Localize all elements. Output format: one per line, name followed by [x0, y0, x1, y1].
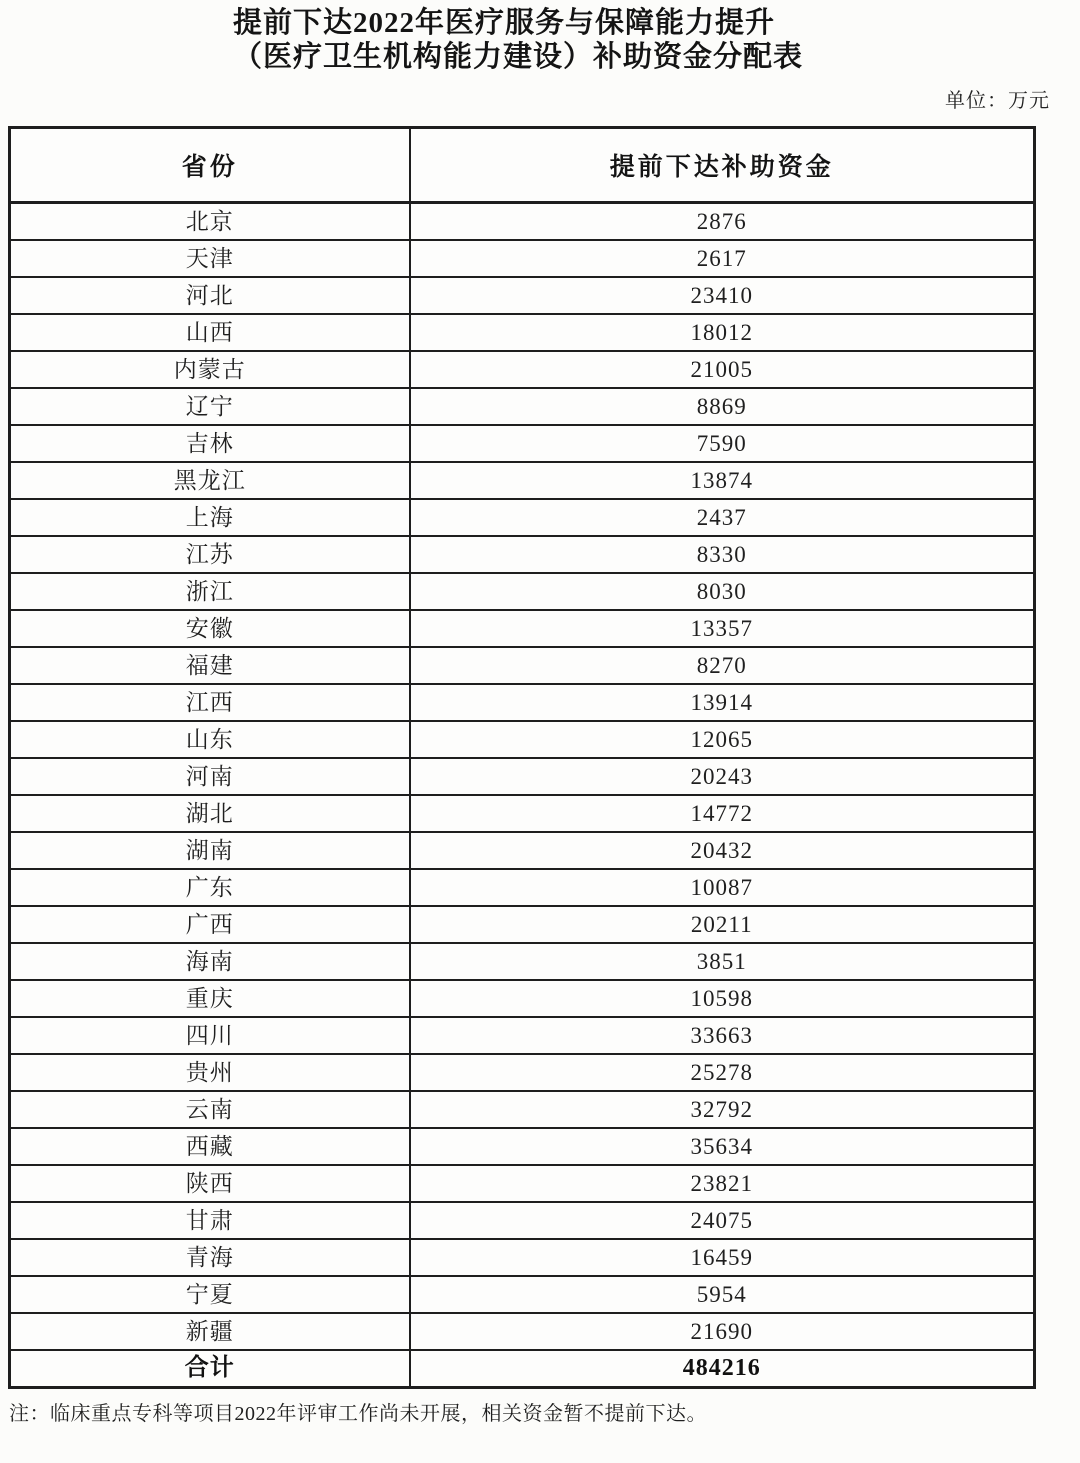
province-column-header: 省份	[10, 128, 410, 203]
table-row	[10, 1054, 1035, 1091]
table-row	[10, 1017, 1035, 1054]
unit-label: 单位：万元	[945, 90, 1050, 112]
amount-cell: 2617	[410, 240, 1035, 277]
table-row	[10, 536, 1035, 573]
amount-cell: 5954	[410, 1276, 1035, 1313]
amount-cell: 10087	[410, 869, 1035, 906]
amount-column-header: 提前下达补助资金	[410, 128, 1035, 203]
table-row	[10, 795, 1035, 832]
table-row	[10, 869, 1035, 906]
province-cell: 湖南	[10, 832, 410, 869]
table-row	[10, 240, 1035, 277]
province-cell: 甘肃	[10, 1202, 410, 1239]
amount-cell: 8270	[410, 647, 1035, 684]
province-cell: 贵州	[10, 1054, 410, 1091]
table-row	[10, 425, 1035, 462]
amount-cell: 33663	[410, 1017, 1035, 1054]
province-cell: 吉林	[10, 425, 410, 462]
province-cell: 上海	[10, 499, 410, 536]
province-cell: 海南	[10, 943, 410, 980]
amount-cell: 2437	[410, 499, 1035, 536]
amount-cell: 16459	[410, 1239, 1035, 1276]
amount-cell: 32792	[410, 1091, 1035, 1128]
table-row	[10, 573, 1035, 610]
total-label-cell: 合计	[10, 1350, 410, 1388]
amount-cell: 13357	[410, 610, 1035, 647]
province-cell: 新疆	[10, 1313, 410, 1350]
total-amount-cell: 484216	[410, 1350, 1035, 1388]
amount-cell: 13914	[410, 684, 1035, 721]
amount-cell: 13874	[410, 462, 1035, 499]
province-cell: 天津	[10, 240, 410, 277]
province-cell: 辽宁	[10, 388, 410, 425]
province-cell: 陕西	[10, 1165, 410, 1202]
province-cell: 福建	[10, 647, 410, 684]
province-cell: 江苏	[10, 536, 410, 573]
table-row	[10, 314, 1035, 351]
amount-cell: 8330	[410, 536, 1035, 573]
table-row	[10, 980, 1035, 1017]
province-cell: 四川	[10, 1017, 410, 1054]
table-row	[10, 610, 1035, 647]
province-cell: 河北	[10, 277, 410, 314]
table-row	[10, 1128, 1035, 1165]
table-row	[10, 906, 1035, 943]
province-cell: 内蒙古	[10, 351, 410, 388]
province-cell: 黑龙江	[10, 462, 410, 499]
table-row	[10, 647, 1035, 684]
table-row	[10, 1165, 1035, 1202]
province-cell: 重庆	[10, 980, 410, 1017]
table-row	[10, 499, 1035, 536]
table-row	[10, 277, 1035, 314]
table-row	[10, 1202, 1035, 1239]
amount-cell: 24075	[410, 1202, 1035, 1239]
table-row	[10, 832, 1035, 869]
table-row	[10, 351, 1035, 388]
table-row	[10, 462, 1035, 499]
amount-cell: 23821	[410, 1165, 1035, 1202]
province-cell: 湖北	[10, 795, 410, 832]
amount-cell: 20243	[410, 758, 1035, 795]
amount-cell: 8030	[410, 573, 1035, 610]
province-cell: 河南	[10, 758, 410, 795]
amount-cell: 3851	[410, 943, 1035, 980]
province-cell: 云南	[10, 1091, 410, 1128]
amount-cell: 35634	[410, 1128, 1035, 1165]
table-row	[10, 684, 1035, 721]
title-line-1: 提前下达2022年医疗服务与保障能力提升	[233, 7, 776, 39]
table-row	[10, 1313, 1035, 1350]
footnote: 注：临床重点专科等项目2022年评审工作尚未开展，相关资金暂不提前下达。	[9, 1403, 707, 1425]
province-cell: 浙江	[10, 573, 410, 610]
allocation-table	[8, 126, 1036, 1389]
table-row	[10, 388, 1035, 425]
province-cell: 广西	[10, 906, 410, 943]
amount-cell: 21005	[410, 351, 1035, 388]
header-row	[10, 128, 1035, 203]
amount-cell: 8869	[410, 388, 1035, 425]
table-row	[10, 943, 1035, 980]
amount-cell: 23410	[410, 277, 1035, 314]
total-row	[10, 1350, 1035, 1388]
table-row	[10, 721, 1035, 758]
province-cell: 宁夏	[10, 1276, 410, 1313]
province-cell: 山西	[10, 314, 410, 351]
amount-cell: 20432	[410, 832, 1035, 869]
amount-cell: 14772	[410, 795, 1035, 832]
title-line-2: （医疗卫生机构能力建设）补助资金分配表	[233, 41, 804, 73]
table-row	[10, 1239, 1035, 1276]
table-row	[10, 1276, 1035, 1313]
province-cell: 广东	[10, 869, 410, 906]
document-title	[233, 6, 803, 74]
amount-cell: 21690	[410, 1313, 1035, 1350]
table-header	[10, 128, 1035, 203]
amount-cell: 25278	[410, 1054, 1035, 1091]
province-cell: 西藏	[10, 1128, 410, 1165]
table-body	[10, 203, 1035, 1351]
province-cell: 安徽	[10, 610, 410, 647]
amount-cell: 20211	[410, 906, 1035, 943]
table-footer	[10, 1350, 1035, 1388]
table-row	[10, 203, 1035, 241]
amount-cell: 12065	[410, 721, 1035, 758]
table-row	[10, 758, 1035, 795]
amount-cell: 2876	[410, 203, 1035, 241]
province-cell: 山东	[10, 721, 410, 758]
table-row	[10, 1091, 1035, 1128]
province-cell: 江西	[10, 684, 410, 721]
amount-cell: 7590	[410, 425, 1035, 462]
province-cell: 北京	[10, 203, 410, 241]
amount-cell: 18012	[410, 314, 1035, 351]
province-cell: 青海	[10, 1239, 410, 1276]
amount-cell: 10598	[410, 980, 1035, 1017]
